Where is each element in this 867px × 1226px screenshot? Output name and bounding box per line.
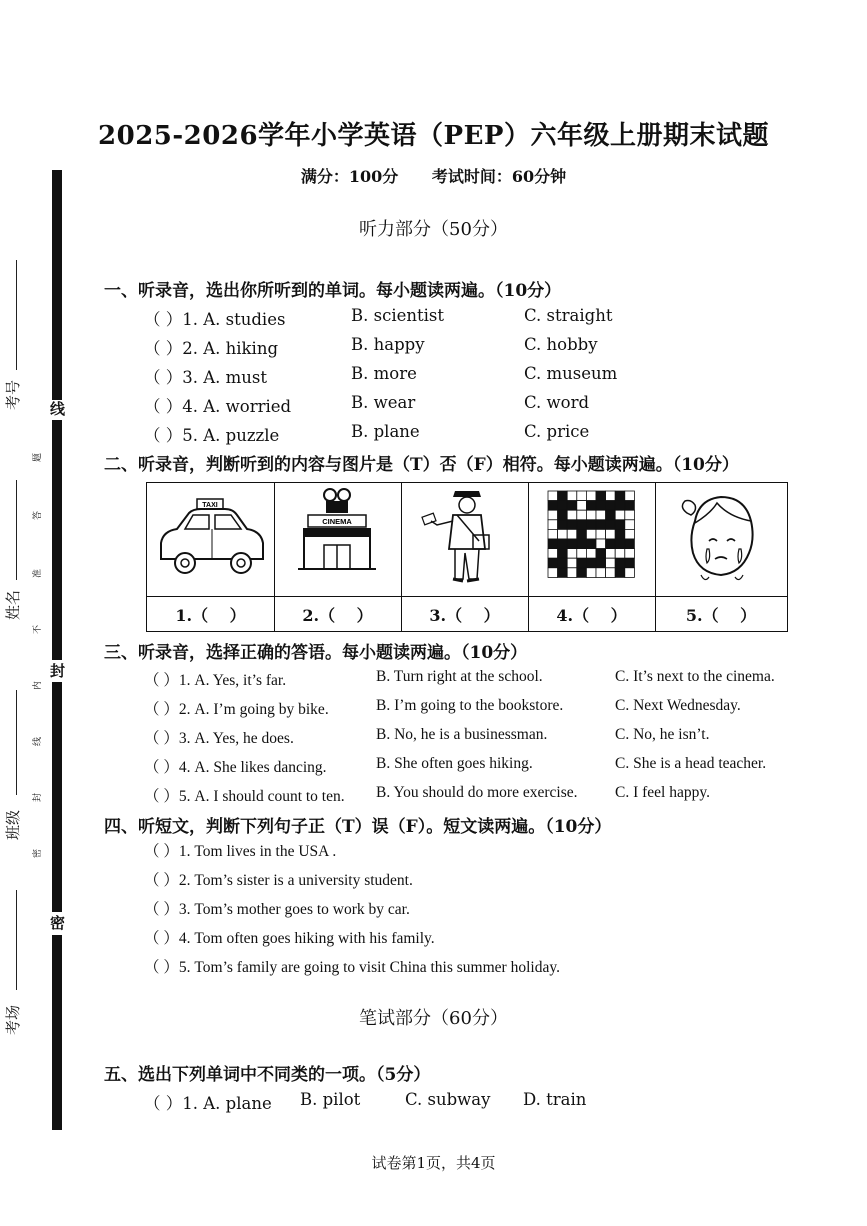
option-b: B. No, he is a businessman. xyxy=(376,726,548,743)
option-b: B. You should do more exercise. xyxy=(376,784,578,801)
option-a: （ ）2. A. hiking xyxy=(144,339,279,358)
picture-table xyxy=(146,482,788,632)
picture-cell-crossword xyxy=(528,483,656,631)
cinema-icon xyxy=(274,483,401,595)
notice-char: 内 xyxy=(33,680,43,690)
option-c: C. word xyxy=(524,393,590,412)
notice-char: 准 xyxy=(33,568,43,578)
option-c: C. I feel happy. xyxy=(615,784,710,801)
option-b: B. scientist xyxy=(351,306,444,325)
option-c: C. No, he isn’t. xyxy=(615,726,710,743)
binding-bar-bottom xyxy=(52,935,62,1130)
taxi-icon xyxy=(147,483,274,595)
section4-item: （ ）3. Tom’s mother goes to work by car. xyxy=(144,901,410,918)
picture-cell-postman xyxy=(401,483,529,631)
option-c: C. subway xyxy=(405,1090,491,1109)
answer-blank[interactable]: 3.（ ） xyxy=(401,596,528,631)
exam-time: 考试时间：60分钟 xyxy=(431,167,567,186)
notice-char: 答 xyxy=(33,510,43,520)
section5-title: 五、选出下列单词中不同类的一项。（5分） xyxy=(104,1065,431,1085)
name-line xyxy=(16,480,17,580)
page-footer: 试卷第1页，共4页 xyxy=(371,1154,496,1172)
answer-blank[interactable]: 5.（ ） xyxy=(655,596,787,631)
section4-item: （ ）1. Tom lives in the USA . xyxy=(144,843,337,860)
answer-blank[interactable]: 1.（ ） xyxy=(147,596,274,631)
binding-bar-middle xyxy=(52,420,62,660)
taxi-sign-text: TAXI xyxy=(202,502,218,509)
option-b: B. happy xyxy=(351,335,425,354)
option-a: （ ）1. A. plane xyxy=(144,1094,272,1113)
exam-room-line xyxy=(16,890,17,990)
option-d: D. train xyxy=(523,1090,587,1109)
option-b: B. pilot xyxy=(300,1090,361,1109)
crying-girl-icon xyxy=(655,483,787,595)
option-a: （ ）4. A. She likes dancing. xyxy=(144,759,327,776)
crossword-icon xyxy=(528,483,655,595)
option-a: （ ）5. A. I should count to ten. xyxy=(144,788,345,805)
option-b: B. wear xyxy=(351,393,416,412)
option-b: B. Turn right at the school. xyxy=(376,668,543,685)
cinema-sign-text: CINEMA xyxy=(322,517,352,526)
answer-blank[interactable]: 2.（ ） xyxy=(274,596,401,631)
option-b: B. I’m going to the bookstore. xyxy=(376,697,564,714)
option-a: （ ）3. A. must xyxy=(144,368,268,387)
option-c: C. It’s next to the cinema. xyxy=(615,668,775,685)
section4-item: （ ）4. Tom often goes hiking with his family. xyxy=(144,930,435,947)
notice-char: 线 xyxy=(33,736,43,746)
option-c: C. She is a head teacher. xyxy=(615,755,767,772)
section4-item: （ ）2. Tom’s sister is a university student. xyxy=(144,872,413,889)
binding-bar-top xyxy=(52,170,62,400)
option-a: （ ）2. A. I’m going by bike. xyxy=(144,701,329,718)
option-a: （ ）1. A. Yes, it’s far. xyxy=(144,672,287,689)
option-c: C. hobby xyxy=(524,335,598,354)
option-a: （ ）1. A. studies xyxy=(144,310,286,329)
option-b: B. plane xyxy=(351,422,420,441)
notice-char: 密 xyxy=(33,848,43,858)
postman-icon xyxy=(401,483,528,595)
section2-title: 二、听录音，判断听到的内容与图片是（T）否（F）相符。每小题读两遍。（10分） xyxy=(104,455,739,475)
notice-char: 封 xyxy=(33,792,43,802)
option-b: B. She often goes hiking. xyxy=(376,755,533,772)
answer-blank[interactable]: 4.（ ） xyxy=(528,596,655,631)
section3-title: 三、听录音，选择正确的答语。每小题读两遍。（10分） xyxy=(104,643,528,663)
section1-title: 一、听录音，选出你所听到的单词。每小题读两遍。（10分） xyxy=(104,281,562,301)
exam-info xyxy=(0,164,867,187)
picture-cell-taxi xyxy=(147,483,275,631)
option-a: （ ）5. A. puzzle xyxy=(144,426,280,445)
section4-item: （ ）5. Tom’s family are going to visit China this summer holiday. xyxy=(144,959,560,976)
class-line xyxy=(16,690,17,795)
exam-room-label: 考场 xyxy=(4,1004,22,1035)
notice-char: 题 xyxy=(33,452,43,462)
option-a: （ ）4. A. worried xyxy=(144,397,292,416)
picture-cell-crying-girl xyxy=(655,483,787,631)
listening-part-heading: 听力部分（50分） xyxy=(359,219,508,240)
option-b: B. more xyxy=(351,364,417,383)
class-label: 班级 xyxy=(4,809,22,840)
name-label: 姓名 xyxy=(4,589,22,620)
option-a: （ ）3. A. Yes, he does. xyxy=(144,730,294,747)
option-c: C. straight xyxy=(524,306,613,325)
binding-bar-lower xyxy=(52,682,62,912)
section4-title: 四、听短文，判断下列句子正（T）误（F）。短文读两遍。（10分） xyxy=(104,817,612,837)
full-score: 满分：100分 xyxy=(300,167,399,186)
exam-number-label: 考号 xyxy=(4,379,22,410)
option-c: C. Next Wednesday. xyxy=(615,697,741,714)
page-title: 2025-2026学年小学英语（PEP）六年级上册期末试题 xyxy=(98,121,769,151)
written-part-heading: 笔试部分（60分） xyxy=(359,1008,508,1029)
binding-label-line: 线 xyxy=(50,400,66,418)
notice-char: 不 xyxy=(33,624,43,634)
binding-label-seal: 封 xyxy=(50,662,66,680)
picture-cell-cinema xyxy=(274,483,402,631)
option-c: C. museum xyxy=(524,364,618,383)
exam-number-line xyxy=(16,260,17,370)
option-c: C. price xyxy=(524,422,590,441)
binding-label-secret: 密 xyxy=(50,914,66,932)
